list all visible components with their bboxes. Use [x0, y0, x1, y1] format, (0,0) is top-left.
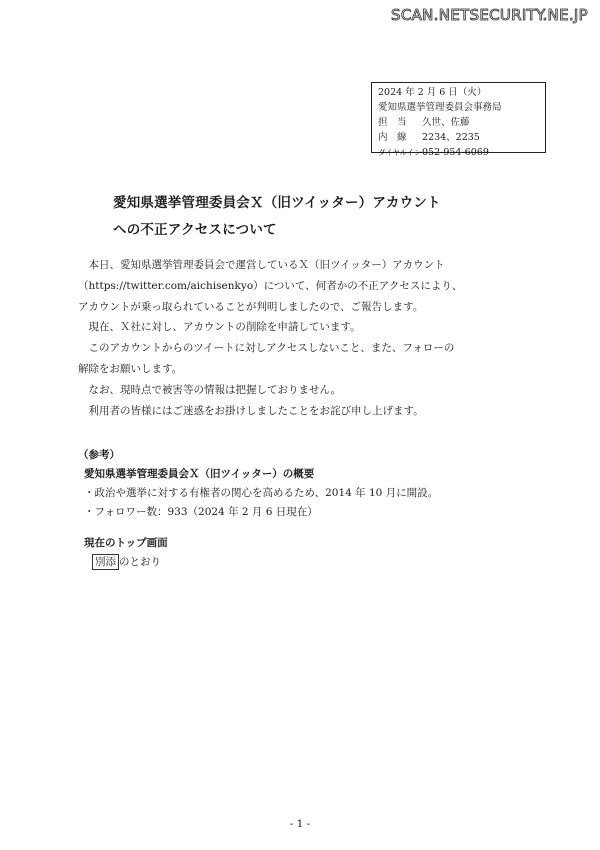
- title-line-1: 愛知県選挙管理委員会Ｘ（旧ツイッター）アカウント: [113, 195, 441, 211]
- watermark: SCAN.NETSECURITY.NE.JP: [391, 6, 588, 24]
- top-screen-heading: 現在のトップ画面: [84, 537, 168, 549]
- contact-value: 久世、佐藤: [422, 117, 470, 128]
- reference-section: [78, 446, 438, 522]
- paragraph-1-line-3: アカウントが乗っ取られていることが判明しましたので、ご報告します。: [78, 300, 424, 313]
- reference-heading: （参考）: [78, 449, 120, 461]
- paragraph-4: なお、現時点で被害等の情報は把握しておりません。: [78, 383, 342, 396]
- dial-in-label: ダイヤルイン: [378, 148, 422, 157]
- reference-bullet-established: ・政治や選挙に対する有権者の関心を高めるため、2014 年 10 月に開設。: [84, 487, 439, 499]
- attachment-line: [84, 553, 168, 572]
- dial-in-row: [378, 145, 539, 160]
- extension-row: [378, 130, 539, 145]
- extension-value: 2234、2235: [422, 132, 480, 143]
- paragraph-2: 現在、Ｘ社に対し、アカウントの削除を申請しています。: [78, 321, 361, 334]
- top-screen-section: [84, 534, 168, 572]
- release-date: 2024 年 2 月 6 日（火）: [378, 87, 487, 98]
- contact-info-box: [371, 82, 546, 158]
- page-number: - 1 -: [289, 818, 311, 830]
- paragraph-3-line-1: このアカウントからのツイートに対しアクセスしないこと、また、フォローの: [78, 342, 455, 355]
- office-name: 愛知県選挙管理委員会事務局: [378, 102, 502, 113]
- reference-bullet-followers: ・フォロワー数：933（2024 年 2 月 6 日現在）: [84, 506, 318, 518]
- extension-label: 内 線: [378, 132, 407, 143]
- body-text: [78, 255, 548, 421]
- title-line-2: への不正アクセスについて: [113, 222, 277, 238]
- paragraph-5: 利用者の皆様にはご迷惑をお掛けしましたことをお詫び申し上げます。: [78, 404, 424, 417]
- paragraph-1-line-2: （https://twitter.com/aichisenkyo）について、何者かの不正アクセスにより、: [78, 279, 463, 292]
- dial-in-value: 052-954-6069: [422, 147, 489, 158]
- document-title: [113, 190, 441, 244]
- contact-label: 担 当: [378, 117, 407, 128]
- attachment-label: 別添: [92, 554, 119, 570]
- paragraph-3-line-2: 解除をお願いします。: [78, 362, 183, 375]
- attachment-suffix: のとおり: [119, 556, 161, 568]
- paragraph-1-line-1: 本日、愛知県選挙管理委員会で運営しているＸ（旧ツイッター）アカウント: [78, 259, 445, 271]
- contact-row: [378, 115, 539, 130]
- reference-subheading: 愛知県選挙管理委員会Ｘ（旧ツイッター）の概要: [84, 468, 315, 480]
